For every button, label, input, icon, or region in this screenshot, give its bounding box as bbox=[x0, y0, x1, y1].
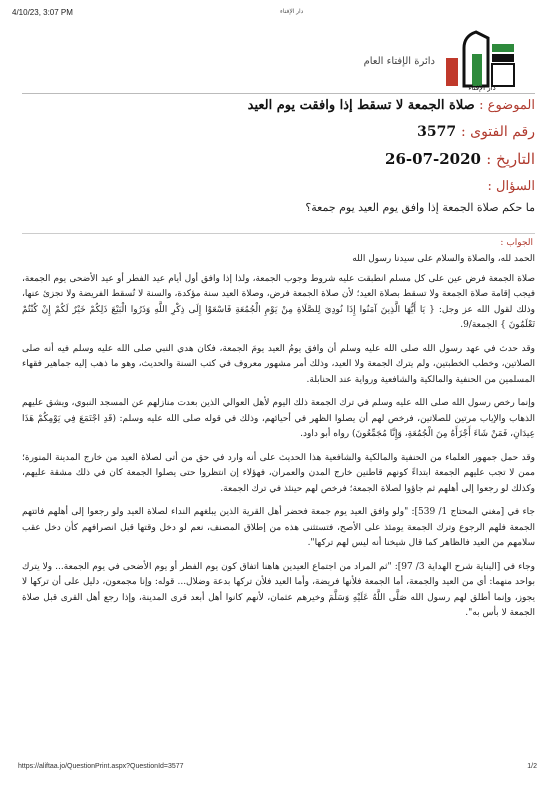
print-footer bbox=[18, 763, 537, 770]
page-url: https://aliftaa.jo/QuestionPrint.aspx?QuestionId=3577 bbox=[18, 763, 184, 770]
page-number: 1/2 bbox=[527, 763, 537, 770]
answer-label: الجواب : bbox=[500, 238, 533, 248]
answer-paragraph: وقد حمل جمهور العلماء من الحنفية والمالكية والشافعية هذا الحديث على أنه وارد في حق من أتى لصلاة العيد من خارج المدينة المنورة؛ ممن لا تجب عليهم الجمعة ابتداءً كونهم قاطنين خارج المدن والعمران، فهؤلاء إن انتظروا حتى يصلوا الجمعة كان في ذلك مشقة عليهم، وكذلك لو رجعوا إلى أهلهم ثم جاؤوا لصلاة الجمعة؛ فرخص لهم حينئذ في ترك الجمعة. bbox=[22, 452, 535, 494]
answer-paragraph: وجاء في [البناية شرح الهداية 3/ 97]: "ثم المراد من اجتماع العيدين هاهنا اتفاق كون يوم الفطر أو يوم الأضحى في يوم الجمعة... ولا يترك بواحد منهما: أي من العيد والجمعة، أما الجمعة فلأنها فريضة، وأما العيد فلأن تركها بدعة وضلال... قوله: وإنا مجمعون، دليل على أن تركها لا يجوز، وإنما أطلق لهم رسول الله صَلَّى اللَّهُ عَلَيْهِ وَسَلَّمَ وخيرهم عثمان، لأنهم كانوا أهل أبعد قرى المدينة، وإذا رجع أهل القرى قبل صلاة الجمعة لا بأس به". bbox=[22, 561, 535, 618]
logo-wordmark: دار الإفتاء bbox=[468, 84, 496, 92]
fatwa-number bbox=[417, 124, 535, 140]
print-site-title: دار الإفتاء bbox=[280, 9, 304, 15]
answer-section bbox=[22, 233, 535, 754]
department-name: دائرة الإفتاء العام bbox=[363, 56, 435, 67]
fatwa-subject bbox=[248, 98, 535, 113]
answer-paragraph: جاء في [مغني المحتاج 1/ 539]: "ولو وافق العيد يوم جمعة فحضر أهل القرية الذين يبلغهم النداء لصلاة العيد ولو رجعوا إلى أهلهم فاتتهم الجمعة فلهم الرجوع وترك الجمعة يومئذ على الأصح، فتستثنى هذه من إطلاق المصنف، نعم لو دخل وقتها قبل انصرافهم كأن دخل عقب سلامهم من العيد فالظاهر كما قال شيخنا أنه ليس لهم تركها". bbox=[22, 507, 535, 548]
header-divider bbox=[22, 93, 535, 94]
print-datetime: 4/10/23, 3:07 PM bbox=[12, 8, 73, 17]
answer-paragraph: وإنما رخص رسول الله صلى الله عليه وسلم في ترك الجمعة ذلك اليوم لأهل العوالي الذين بعدت منازلهم عن المسجد النبوي، ويشق عليهم الذهاب والإياب مرتين للصلاتين، فرخص لهم أن يصلوا الظهر في أحيائهم، وذلك في قوله صلى الله عليه وسلم: (قَدِ اجْتَمَعَ فِي يَوْمِكُمْ هَذَا عِيدَانِ، فَمَنْ شَاءَ أَجْزَأَهُ مِنَ الْجُمُعَةِ، وَإِنَّا مُجَمِّعُونَ) رواه أبو داود. bbox=[22, 398, 535, 439]
aliftaa-logo-icon bbox=[442, 28, 522, 92]
number-label: رقم الفتوى : bbox=[460, 124, 535, 140]
subject-label: الموضوع : bbox=[479, 98, 535, 113]
date-label: التاريخ : bbox=[486, 150, 535, 168]
answer-body bbox=[22, 252, 535, 630]
subject-text: صلاة الجمعة لا تسقط إذا وافقت يوم العيد bbox=[247, 98, 475, 113]
print-header bbox=[8, 6, 551, 18]
question-text: ما حكم صلاة الجمعة إذا وافق يوم العيد يوم جمعة؟ bbox=[305, 201, 535, 214]
answer-paragraph: الحمد لله، والصلاة والسلام على سيدنا رسول الله bbox=[352, 254, 535, 264]
fatwa-date bbox=[385, 150, 535, 168]
number-value: 3577 bbox=[417, 124, 457, 140]
question-label: السؤال : bbox=[487, 179, 535, 194]
answer-paragraph: صلاة الجمعة فرض عين على كل مسلم انطبقت عليه شروط وجوب الجمعة، ولذا إذا وافق أول أيام عيد الفطر أو عيد الأضحى يوم الجمعة، فيجب إقامة صلاة الجمعة ولا تسقط بصلاة العيد؛ لأن صلاة الجمعة فرض، وصلاة العيد سنة مؤكدة، والسنة لا تُسقط الفريضة ولا تجزئ عنها، وذلك لقول الله عز وجل: { يَا أَيُّهَا الَّذِينَ آمَنُوا إِذَا نُودِيَ لِلصَّلَاةِ مِنْ يَوْمِ الْجُمُعَةِ فَاسْعَوْا إِلَى ذِكْرِ اللَّهِ وَذَرُوا الْبَيْعَ ذَلِكُمْ خَيْرٌ لَكُمْ إِنْ كُنْتُمْ تَعْلَمُونَ } الجمعة/9. bbox=[22, 273, 535, 330]
answer-paragraph: وقد حدث في عهد رسول الله صلى الله عليه وسلم أن وافق يومُ العيد يومَ الجمعة، فكان هدي النبي صلى الله عليه وسلم فيه أنه صلى الصلاتين، وخطب الخطبتين، ولم يترك الجمعة ولا العيد، وذلك أمر مشهور معروف في كتب السنة والحديث، وهو ما ذهب إليه جماهير فقهاء المسلمين من الحنفية والمالكية والشافعية ورواية عند الحنابلة. bbox=[22, 343, 535, 385]
question-heading bbox=[488, 179, 535, 194]
date-value: 26-07-2020 bbox=[385, 150, 481, 168]
